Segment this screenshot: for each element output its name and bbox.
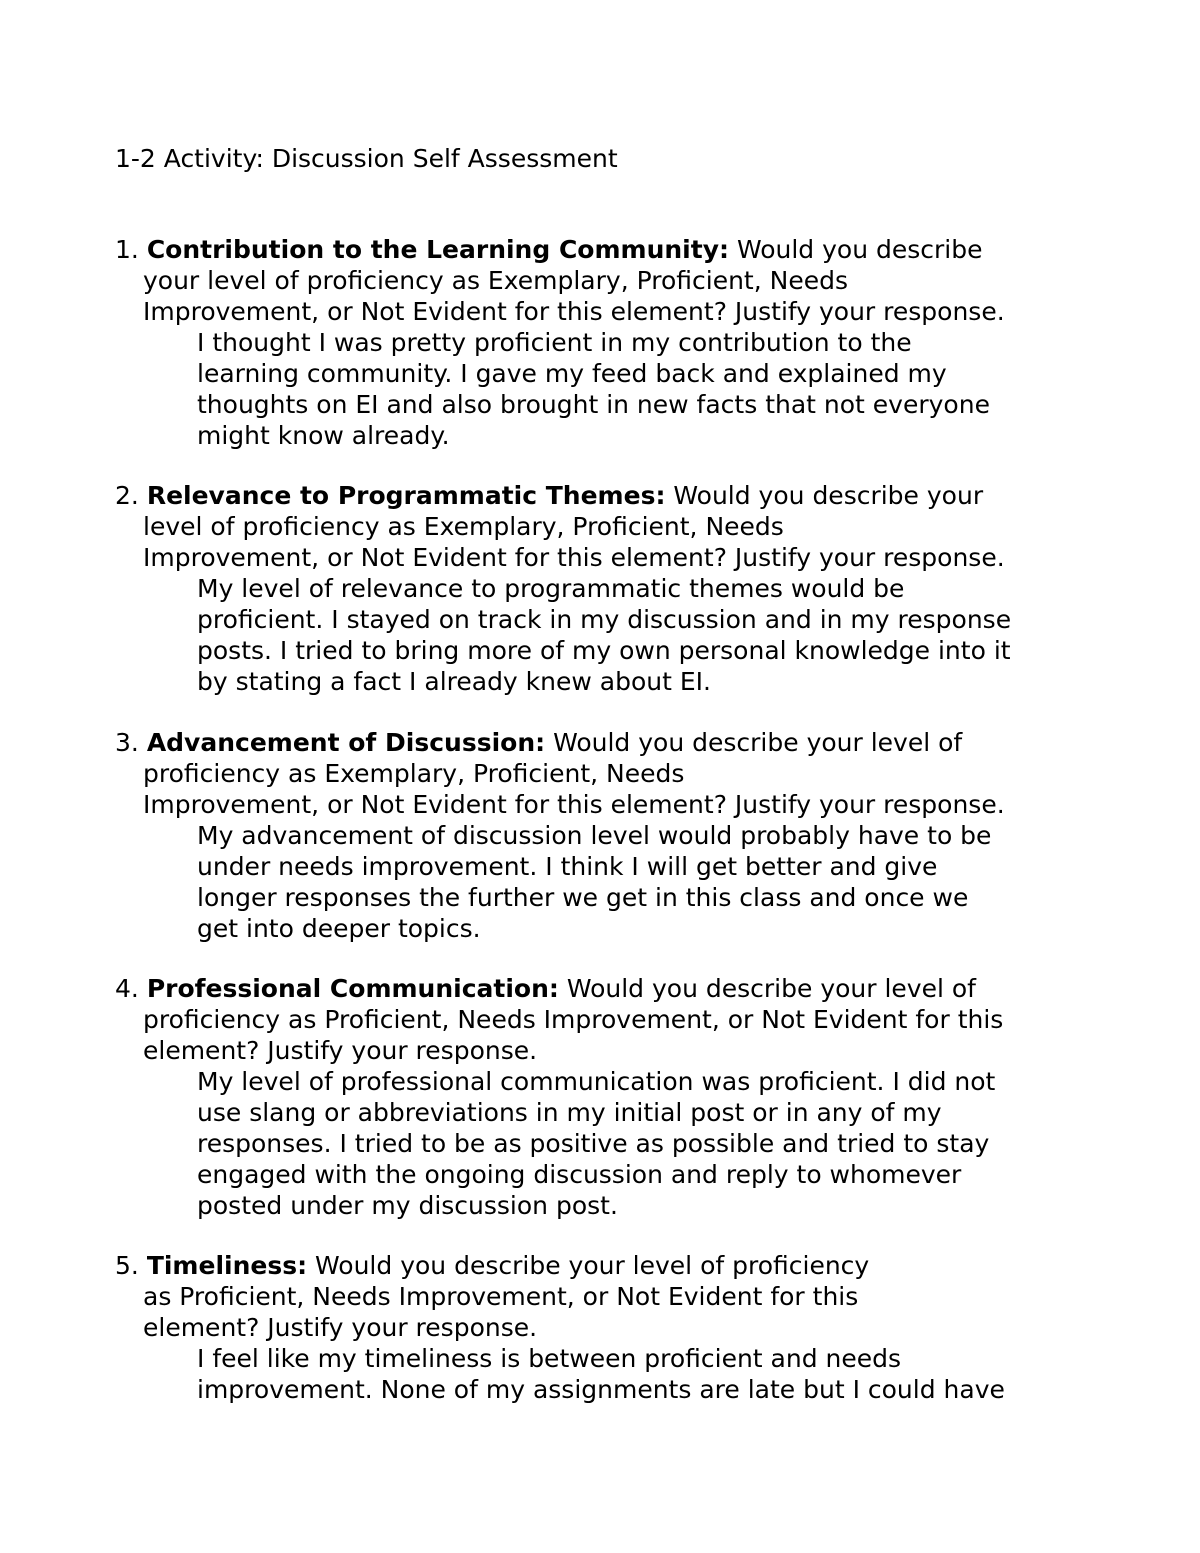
answer-block — [115, 573, 1075, 697]
question-line — [115, 973, 1075, 1004]
document-title: 1-2 Activity: Discussion Self Assessment — [115, 144, 618, 173]
answer-line: My advancement of discussion level would probably have to be — [197, 821, 992, 850]
question-line: as Proficient, Needs Improvement, or Not Evident for this — [143, 1282, 859, 1311]
answer-line: engaged with the ongoing discussion and reply to whomever — [197, 1160, 962, 1189]
question-line: Improvement, or Not Evident for this element? Justify your response. — [143, 297, 1005, 326]
question-line: Improvement, or Not Evident for this element? Justify your response. — [143, 790, 1005, 819]
question-line: proficiency as Proficient, Needs Improvement, or Not Evident for this — [143, 1005, 1004, 1034]
answer-line: I thought I was pretty proficient in my contribution to the — [197, 328, 912, 357]
answer-block — [115, 1343, 1075, 1405]
question-text: Would you describe your level of — [545, 728, 963, 757]
question-text: Would you describe — [729, 235, 983, 264]
item-heading: Relevance to Programmatic Themes: — [146, 481, 666, 510]
answer-block — [115, 820, 1075, 944]
question-line: your level of proficiency as Exemplary, Proficient, Needs — [143, 266, 848, 295]
answer-line: by stating a fact I already knew about EI. — [197, 667, 711, 696]
answer-line: I feel like my timeliness is between proficient and needs — [197, 1344, 902, 1373]
question-text: Would you describe your level of — [558, 974, 976, 1003]
item-number: 1. — [115, 235, 139, 264]
assessment-item-3 — [115, 727, 1075, 944]
answer-line: get into deeper topics. — [197, 914, 481, 943]
question-line — [115, 234, 1075, 265]
assessment-item-2 — [115, 480, 1075, 697]
question-line: Improvement, or Not Evident for this element? Justify your response. — [143, 543, 1005, 572]
assessment-item-1 — [115, 234, 1075, 451]
assessment-item-5 — [115, 1250, 1075, 1405]
item-number: 3. — [115, 728, 139, 757]
question-line — [115, 480, 1075, 511]
answer-line: use slang or abbreviations in my initial post or in any of my — [197, 1098, 942, 1127]
answer-line: improvement. None of my assignments are late but I could have — [197, 1375, 1005, 1404]
question-line: proficiency as Exemplary, Proficient, Needs — [143, 759, 685, 788]
answer-line: My level of professional communication was proficient. I did not — [197, 1067, 996, 1096]
item-number: 2. — [115, 481, 139, 510]
item-heading: Contribution to the Learning Community: — [146, 235, 729, 264]
item-number: 5. — [115, 1251, 139, 1280]
question-line — [115, 727, 1075, 758]
item-heading: Advancement of Discussion: — [146, 728, 546, 757]
question-text: Would you describe your — [665, 481, 984, 510]
answer-line: learning community. I gave my feed back and explained my — [197, 359, 947, 388]
item-number: 4. — [115, 974, 139, 1003]
question-line — [115, 1250, 1075, 1281]
answer-line: under needs improvement. I think I will get better and give — [197, 852, 938, 881]
answer-block — [115, 327, 1075, 451]
answer-line: proficient. I stayed on track in my discussion and in my response — [197, 605, 1012, 634]
question-line: element? Justify your response. — [143, 1313, 538, 1342]
question-text: Would you describe your level of proficiency — [307, 1251, 870, 1280]
item-heading: Timeliness: — [146, 1251, 308, 1280]
answer-block — [115, 1066, 1075, 1221]
answer-line: responses. I tried to be as positive as possible and tried to stay — [197, 1129, 990, 1158]
answer-line: My level of relevance to programmatic themes would be — [197, 574, 905, 603]
answer-line: thoughts on EI and also brought in new facts that not everyone — [197, 390, 990, 419]
assessment-item-4 — [115, 973, 1075, 1221]
answer-line: longer responses the further we get in this class and once we — [197, 883, 969, 912]
answer-line: posts. I tried to bring more of my own personal knowledge into it — [197, 636, 1011, 665]
question-line: level of proficiency as Exemplary, Proficient, Needs — [143, 512, 784, 541]
item-heading: Professional Communication: — [146, 974, 559, 1003]
question-line: element? Justify your response. — [143, 1036, 538, 1065]
answer-line: posted under my discussion post. — [197, 1191, 618, 1220]
answer-line: might know already. — [197, 421, 450, 450]
